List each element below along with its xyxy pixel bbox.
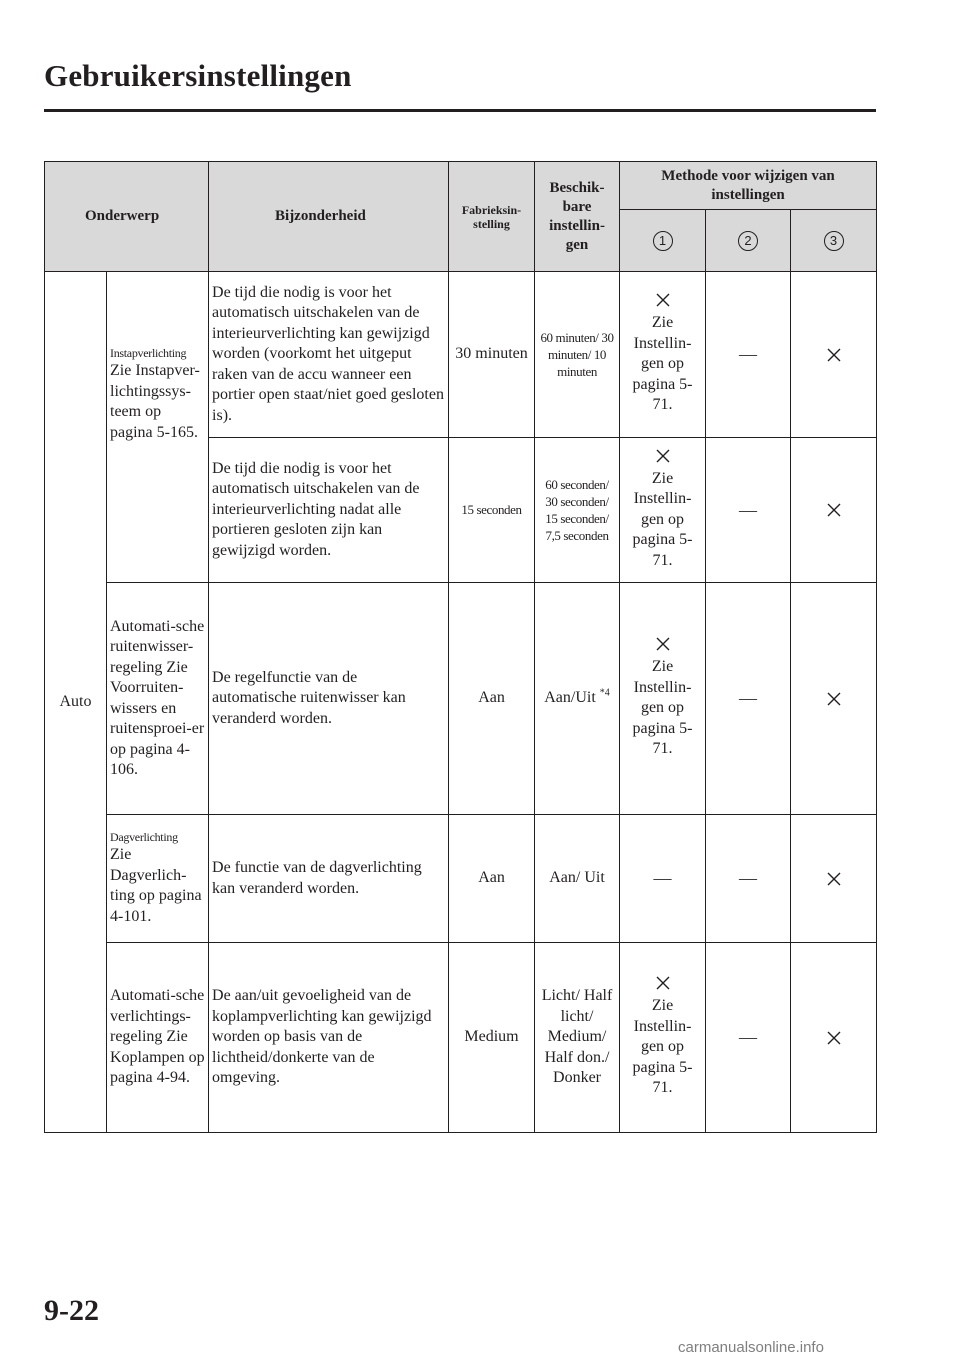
method-3-cell bbox=[791, 272, 877, 438]
header-bijzonderheid: Bijzonderheid bbox=[209, 162, 449, 272]
method-1-ref: Zie Instellin-gen op pagina 5-71. bbox=[632, 997, 693, 1097]
method-1-ref: Zie Instellin-gen op pagina 5-71. bbox=[632, 314, 693, 414]
method-2-cell: — bbox=[706, 583, 791, 815]
subject-title: Instapverlichting bbox=[110, 346, 187, 360]
cross-icon bbox=[656, 293, 670, 307]
subject-cell bbox=[107, 272, 209, 583]
detail-cell: De functie van de dagverlichting kan veranderd worden. bbox=[209, 815, 449, 943]
method-1-ref: Zie Instellin-gen op pagina 5-71. bbox=[632, 469, 693, 569]
options-cell: Aan/ Uit bbox=[535, 815, 620, 943]
detail-cell: De tijd die nodig is voor het automatisch uitschakelen van de interieurverlichting kan gewijzigd worden (voorkomt het uitgeput raken van de accu wanneer een portier open staat/niet goed gesloten is). bbox=[209, 272, 449, 438]
cross-icon bbox=[827, 692, 841, 706]
default-cell: 30 minuten bbox=[449, 272, 535, 438]
subject-title: Dagverlichting bbox=[110, 830, 178, 844]
options-footnote: *4 bbox=[599, 687, 610, 699]
cross-icon bbox=[827, 348, 841, 362]
method-2-icon: 2 bbox=[738, 231, 758, 251]
options-value: Aan/Uit bbox=[544, 689, 596, 707]
header-method-2 bbox=[706, 210, 791, 272]
detail-cell: De aan/uit gevoeligheid van de koplampverlichting kan gewijzigd worden op basis van de lichtheid/donkerte van de omgeving. bbox=[209, 943, 449, 1133]
options-cell bbox=[535, 583, 620, 815]
page-title: Gebruikersinstellingen bbox=[44, 58, 352, 93]
method-1-cell bbox=[620, 438, 706, 583]
method-1-ref: Zie Instellin-gen op pagina 5-71. bbox=[632, 658, 693, 758]
cross-icon bbox=[827, 1031, 841, 1045]
title-rule bbox=[44, 109, 876, 112]
default-cell bbox=[449, 438, 535, 583]
subject-cell: Automati-sche ruitenwisser-regeling Zie Voorruiten-wissers en ruitensproei-er op pagina 4-106. bbox=[107, 583, 209, 815]
method-1-cell bbox=[620, 583, 706, 815]
header-method-1 bbox=[620, 210, 706, 272]
options-cell: 60 seconden/ 30 seconden/ 15 seconden/ 7,5 seconden bbox=[535, 438, 620, 583]
settings-table bbox=[44, 161, 877, 1133]
page-number: 9-22 bbox=[44, 1294, 99, 1327]
header-method-3 bbox=[791, 210, 877, 272]
subject-cell bbox=[107, 815, 209, 943]
method-2-cell: — bbox=[706, 438, 791, 583]
method-3-icon: 3 bbox=[824, 231, 844, 251]
header-beschikbare: Beschik-bare instellin-gen bbox=[535, 162, 620, 272]
method-3-cell bbox=[791, 943, 877, 1133]
cross-icon bbox=[827, 503, 841, 517]
table-row bbox=[45, 943, 877, 1133]
method-1-icon: 1 bbox=[653, 231, 673, 251]
method-3-cell bbox=[791, 583, 877, 815]
watermark: carmanualsonline.info bbox=[678, 1339, 824, 1356]
default-cell: Medium bbox=[449, 943, 535, 1133]
method-3-cell bbox=[791, 438, 877, 583]
options-cell: Licht/ Half licht/ Medium/ Half don./ Donker bbox=[535, 943, 620, 1133]
cross-icon bbox=[656, 976, 670, 990]
table-row bbox=[45, 272, 877, 438]
cross-icon bbox=[827, 872, 841, 886]
detail-cell: De regelfunctie van de automatische ruitenwisser kan veranderd worden. bbox=[209, 583, 449, 815]
table-row bbox=[45, 583, 877, 815]
default-value: 15 seconden bbox=[461, 501, 522, 517]
options-cell: 60 minuten/ 30 minuten/ 10 minuten bbox=[535, 272, 620, 438]
table-row bbox=[45, 815, 877, 943]
subject-cell: Automati-sche verlichtings-regeling Zie Koplampen op pagina 4-94. bbox=[107, 943, 209, 1133]
detail-cell: De tijd die nodig is voor het automatisch uitschakelen van de interieurverlichting nadat alle portieren gesloten zijn kan gewijzigd worden. bbox=[209, 438, 449, 583]
subject-ref: Zie Instapver-lichtingssys-teem op pagina 5-165. bbox=[110, 362, 200, 441]
method-1-cell: — bbox=[620, 815, 706, 943]
header-fabrieksinstelling: Fabrieksin-stelling bbox=[449, 162, 535, 272]
subject-ref: Zie Dagverlich-ting op pagina 4-101. bbox=[110, 846, 202, 925]
default-cell: Aan bbox=[449, 815, 535, 943]
cross-icon bbox=[656, 637, 670, 651]
default-cell: Aan bbox=[449, 583, 535, 815]
header-onderwerp: Onderwerp bbox=[45, 162, 209, 272]
method-1-cell bbox=[620, 272, 706, 438]
method-2-cell: — bbox=[706, 272, 791, 438]
method-1-cell bbox=[620, 943, 706, 1133]
category-cell: Auto bbox=[45, 272, 107, 1133]
method-2-cell: — bbox=[706, 815, 791, 943]
method-2-cell: — bbox=[706, 943, 791, 1133]
cross-icon bbox=[656, 449, 670, 463]
header-methode: Methode voor wijzigen van instellingen bbox=[620, 162, 877, 210]
method-3-cell bbox=[791, 815, 877, 943]
